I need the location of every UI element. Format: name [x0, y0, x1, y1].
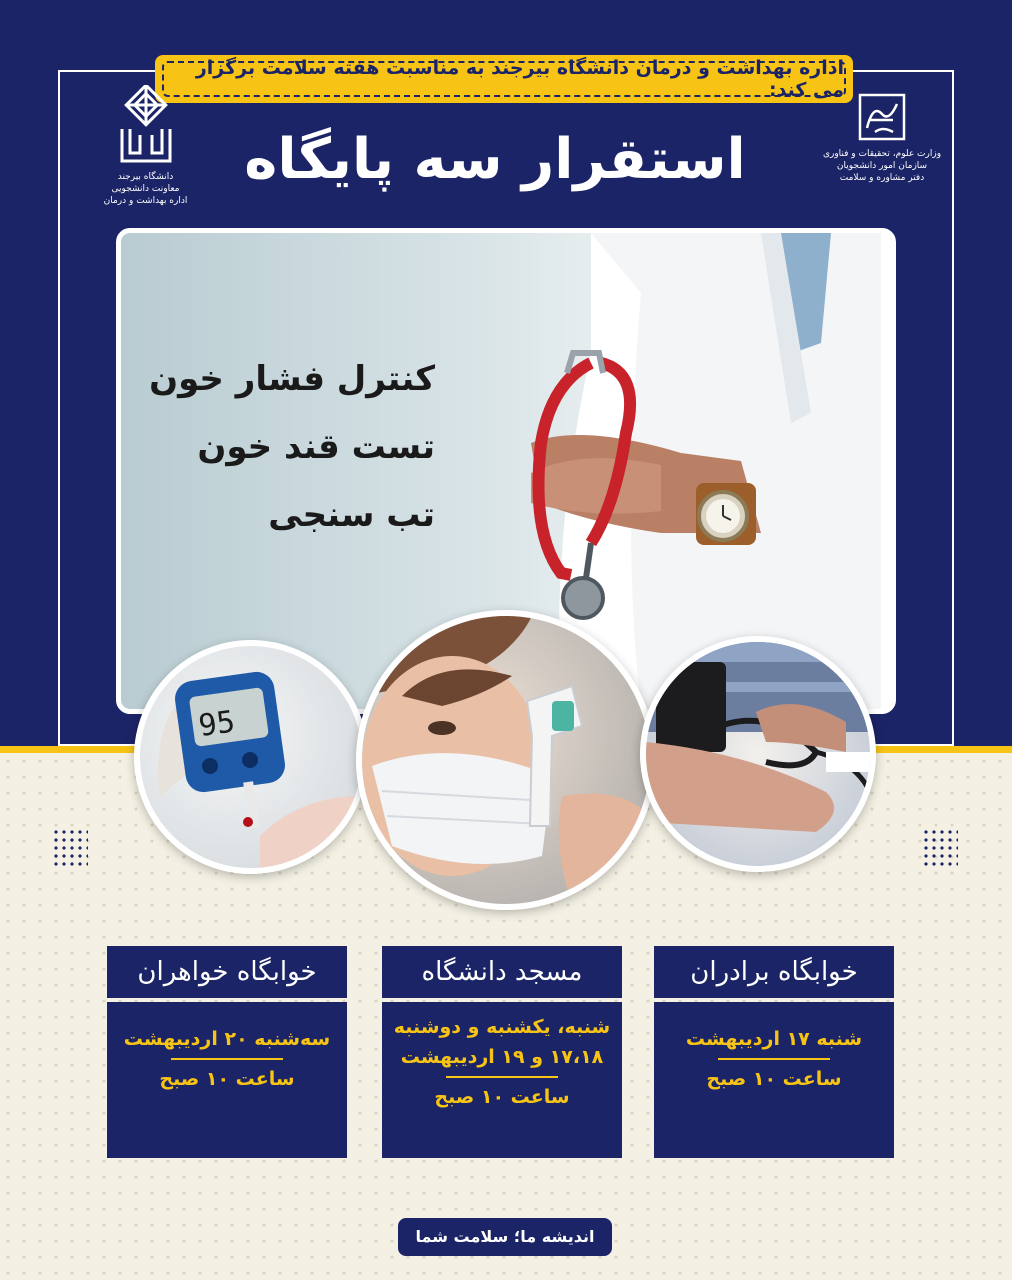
- logo-right-line-3: دفتر مشاوره و سلامت: [839, 173, 925, 183]
- service-blood-pressure: کنترل فشار خون: [149, 359, 435, 399]
- location-schedule: [107, 1002, 347, 1158]
- glucometer-icon: [140, 646, 362, 868]
- child-mask-thermometer-icon: [362, 616, 650, 904]
- logo-left-line-1: دانشگاه بیرجند: [117, 172, 174, 182]
- location-name: مسجد دانشگاه: [382, 946, 622, 998]
- logo-right-line-2: سازمان امور دانشجویان: [836, 161, 928, 171]
- intro-banner: [155, 55, 853, 103]
- location-name: خوابگاه برادران: [654, 946, 894, 998]
- service-temperature: تب سنجی: [268, 495, 435, 535]
- dot-grid-right: [922, 828, 958, 868]
- blood-pressure-cuff-icon: [646, 642, 870, 866]
- glucometer-reading: 95: [196, 704, 238, 745]
- logo-left-line-2: معاونت دانشجویی: [111, 184, 180, 194]
- logo-right-line-1: وزارت علوم، تحقیقات و فناوری: [822, 149, 942, 159]
- schedule-time: ساعت ۱۰ صبح: [159, 1068, 295, 1090]
- location-card-sisters-dorm: [107, 946, 347, 1158]
- glucometer-photo: [134, 640, 368, 874]
- page-title: استقرار سه پایگاه: [244, 127, 746, 192]
- location-card-mosque: [382, 946, 622, 1158]
- location-schedule: [654, 1002, 894, 1158]
- services-list: [135, 345, 435, 549]
- blood-pressure-photo: [640, 636, 876, 872]
- schedule-separator: [718, 1058, 830, 1060]
- schedule-time: ساعت ۱۰ صبح: [706, 1068, 842, 1090]
- birjand-university-logo: [78, 85, 213, 215]
- schedule-date: ۱۷،۱۸ و ۱۹ اردیبهشت: [400, 1046, 604, 1068]
- schedule-date: شنبه ۱۷ اردیبهشت: [685, 1028, 863, 1050]
- student-affairs-emblem-icon: [857, 92, 907, 144]
- service-blood-sugar: تست قند خون: [197, 427, 435, 467]
- footer-slogan: اندیشه ما؛ سلامت شما: [398, 1218, 612, 1256]
- logo-left-line-3: اداره بهداشت و درمان: [103, 196, 188, 206]
- thermometer-photo: [356, 610, 656, 910]
- schedule-time: ساعت ۱۰ صبح: [434, 1086, 570, 1108]
- location-card-brothers-dorm: [654, 946, 894, 1158]
- dot-grid-left: [52, 828, 88, 868]
- location-name: خوابگاه خواهران: [107, 946, 347, 998]
- schedule-separator: [446, 1076, 558, 1078]
- location-schedule: [382, 1002, 622, 1158]
- schedule-days: شنبه، یکشنبه و دوشنبه: [393, 1016, 611, 1038]
- university-knot-icon: [116, 85, 176, 167]
- schedule-date: سه‌شنبه ۲۰ اردیبهشت: [123, 1028, 331, 1050]
- intro-banner-text: اداره بهداشت و درمان دانشگاه بیرجند به مناسبت هفته سلامت برگزار می کند:: [162, 61, 846, 97]
- ministry-logo: [822, 92, 942, 202]
- schedule-separator: [171, 1058, 283, 1060]
